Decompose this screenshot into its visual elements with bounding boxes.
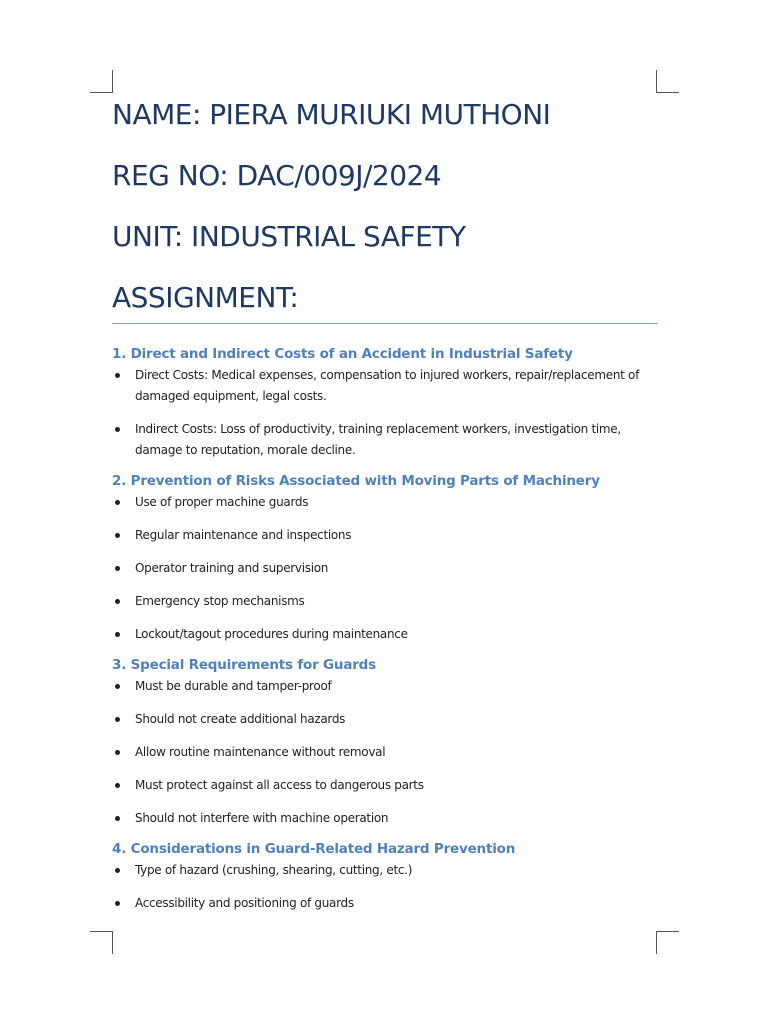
list-item: Must be durable and tamper-proof (112, 676, 658, 697)
assignment-title: ASSIGNMENT: (112, 281, 299, 314)
list-item: Should not interfere with machine operation (112, 808, 658, 829)
section-heading-guard-requirements: 3. Special Requirements for Guards (112, 657, 376, 673)
document-body (112, 92, 658, 926)
list-item: Accessibility and positioning of guards (112, 893, 658, 914)
list-item: Lockout/tagout procedures during maintenance (112, 624, 658, 645)
list-item: Use of proper machine guards (112, 492, 658, 513)
list-prevention (112, 492, 658, 645)
list-item: Should not create additional hazards (112, 709, 658, 730)
list-guard-considerations (112, 860, 658, 914)
section-heading-costs: 1. Direct and Indirect Costs of an Accident in Industrial Safety (112, 346, 573, 362)
unit-title: UNIT: INDUSTRIAL SAFETY (112, 220, 466, 253)
list-item: Must protect against all access to dangerous parts (112, 775, 658, 796)
crop-mark-top-left (90, 70, 113, 93)
list-guard-requirements (112, 676, 658, 829)
list-item: Type of hazard (crushing, shearing, cutting, etc.) (112, 860, 658, 881)
section-heading-prevention: 2. Prevention of Risks Associated with Moving Parts of Machinery (112, 473, 600, 489)
section-heading-guard-considerations: 4. Considerations in Guard-Related Hazard Prevention (112, 841, 516, 857)
list-item: Direct Costs: Medical expenses, compensation to injured workers, repair/replacement of damaged equipment, legal costs. (112, 365, 658, 407)
list-item: Allow routine maintenance without removal (112, 742, 658, 763)
list-costs (112, 365, 658, 461)
crop-mark-bottom-right (656, 931, 679, 954)
list-item: Indirect Costs: Loss of productivity, training replacement workers, investigation time, damage to reputation, morale decline. (112, 419, 658, 461)
list-item: Regular maintenance and inspections (112, 525, 658, 546)
list-item: Operator training and supervision (112, 558, 658, 579)
crop-mark-bottom-left (90, 931, 113, 954)
student-name: NAME: PIERA MURIUKI MUTHONI (112, 98, 551, 131)
crop-mark-top-right (656, 70, 679, 93)
title-divider (112, 323, 658, 324)
list-item: Emergency stop mechanisms (112, 591, 658, 612)
registration-number: REG NO: DAC/009J/2024 (112, 159, 442, 192)
